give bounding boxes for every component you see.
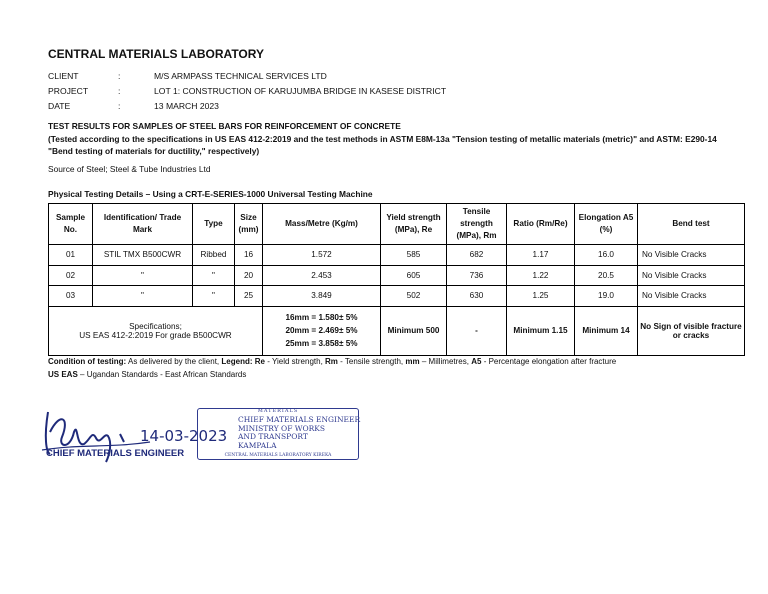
cell-ratio: 1.25 xyxy=(507,286,575,307)
condition-note xyxy=(48,357,616,366)
spec-label-line2: US EAS 412-2:2019 For grade B500CWR xyxy=(79,330,232,340)
cell-sample-no: 03 xyxy=(49,286,93,307)
table-row xyxy=(49,265,745,286)
legend-rm-text: - Tensile strength, xyxy=(340,357,404,366)
spec-mass-25: 25mm = 3.858± 5% xyxy=(285,339,358,348)
table-header-row xyxy=(49,204,745,245)
report-heading-line1: TEST RESULTS FOR SAMPLES OF STEEL BARS FOR REINFORCEMENT OF CONCRETE xyxy=(48,121,401,131)
cell-tensile: 630 xyxy=(447,286,507,307)
spec-yield: Minimum 500 xyxy=(381,306,447,355)
spec-tensile: - xyxy=(447,306,507,355)
spec-mass-16: 16mm = 1.580± 5% xyxy=(285,313,358,322)
cell-tensile: 736 xyxy=(447,265,507,286)
project-value: LOT 1: CONSTRUCTION OF KARUJUMBA BRIDGE IN KASESE DISTRICT xyxy=(154,86,447,96)
cell-identification: " xyxy=(93,286,193,307)
cell-yield: 585 xyxy=(381,245,447,266)
cell-bend: No Visible Cracks xyxy=(638,245,745,266)
header-sample-no: Sample No. xyxy=(49,204,93,245)
signature-role: CHIEF MATERIALS ENGINEER xyxy=(46,448,185,459)
date-separator: : xyxy=(118,101,121,111)
header-type: Type xyxy=(193,204,235,245)
cell-identification: " xyxy=(93,265,193,286)
client-value: M/S ARMPASS TECHNICAL SERVICES LTD xyxy=(154,71,327,81)
steel-source: Source of Steel; Steel & Tube Industries Ltd xyxy=(48,164,211,174)
report-heading-line2: (Tested according to the specifications in US EAS 412-2:2019 and the test methods in ASTM E8M-13a "Tension testing of metallic materials (metric)" and ASTM: E290-14 "Bend testing of materials for ductility," respectively) xyxy=(48,133,717,156)
stamp-line4: KAMPALA xyxy=(238,440,277,450)
legend-label: Legend: xyxy=(221,357,253,366)
report-heading xyxy=(48,120,728,158)
table-row xyxy=(49,245,745,266)
condition-value: As delivered by the client, xyxy=(127,357,220,366)
us-eas-text: – Ugandan Standards - East African Standards xyxy=(80,370,247,379)
cell-type: " xyxy=(193,286,235,307)
legend-re: Re xyxy=(254,357,265,366)
official-stamp xyxy=(197,408,359,460)
spec-elongation: Minimum 14 xyxy=(575,306,638,355)
cell-bend: No Visible Cracks xyxy=(638,265,745,286)
results-table xyxy=(48,203,745,356)
cell-ratio: 1.22 xyxy=(507,265,575,286)
cell-yield: 502 xyxy=(381,286,447,307)
cell-type: Ribbed xyxy=(193,245,235,266)
us-eas-note xyxy=(48,370,246,379)
cell-elongation: 20.5 xyxy=(575,265,638,286)
spec-ratio: Minimum 1.15 xyxy=(507,306,575,355)
cell-type: " xyxy=(193,265,235,286)
header-size: Size (mm) xyxy=(235,204,263,245)
stamp-line1: CHIEF MATERIALS ENGINEER xyxy=(238,415,361,424)
spec-label-line1: Specifications; xyxy=(129,321,182,331)
stamp-line2: MINISTRY OF WORKS xyxy=(238,423,326,433)
legend-rm: Rm xyxy=(325,357,338,366)
header-yield: Yield strength (MPa), Re xyxy=(381,204,447,245)
spec-mass-20: 20mm = 2.469± 5% xyxy=(285,326,358,335)
table-caption: Physical Testing Details – Using a CRT-E-SERIES-1000 Universal Testing Machine xyxy=(48,189,373,199)
project-separator: : xyxy=(118,86,121,96)
header-elongation: Elongation A5 (%) xyxy=(575,204,638,245)
project-label: PROJECT xyxy=(48,86,89,96)
cell-sample-no: 01 xyxy=(49,245,93,266)
header-bend: Bend test xyxy=(638,204,745,245)
stamp-top: MATERIALS xyxy=(257,408,299,414)
spec-mass xyxy=(263,306,381,355)
us-eas-label: US EAS xyxy=(48,370,78,379)
header-tensile: Tensile strength (MPa), Rm xyxy=(447,204,507,245)
date-label: DATE xyxy=(48,101,71,111)
spec-bend: No Sign of visible fracture or cracks xyxy=(638,306,745,355)
client-separator: : xyxy=(118,71,121,81)
cell-sample-no: 02 xyxy=(49,265,93,286)
cell-mass: 3.849 xyxy=(263,286,381,307)
cell-tensile: 682 xyxy=(447,245,507,266)
cell-mass: 1.572 xyxy=(263,245,381,266)
stamp-line3: AND TRANSPORT xyxy=(238,432,308,441)
date-value: 13 MARCH 2023 xyxy=(154,101,219,111)
spec-row xyxy=(49,306,745,355)
cell-identification: STIL TMX B500CWR xyxy=(93,245,193,266)
signature-date: 14-03-2023 xyxy=(140,427,228,445)
cell-elongation: 19.0 xyxy=(575,286,638,307)
cell-size: 20 xyxy=(235,265,263,286)
legend-a5: A5 xyxy=(471,357,482,366)
cell-size: 16 xyxy=(235,245,263,266)
cell-yield: 605 xyxy=(381,265,447,286)
legend-mm-text: – Millimetres, xyxy=(421,357,469,366)
legend-mm: mm xyxy=(405,357,420,366)
table-row xyxy=(49,286,745,307)
header-ratio: Ratio (Rm/Re) xyxy=(507,204,575,245)
legend-re-text: - Yield strength, xyxy=(267,357,323,366)
cell-size: 25 xyxy=(235,286,263,307)
cell-elongation: 16.0 xyxy=(575,245,638,266)
lab-title: CENTRAL MATERIALS LABORATORY xyxy=(48,47,264,61)
cell-bend: No Visible Cracks xyxy=(638,286,745,307)
cell-ratio: 1.17 xyxy=(507,245,575,266)
condition-label: Condition of testing: xyxy=(48,357,127,366)
cell-mass: 2.453 xyxy=(263,265,381,286)
client-label: CLIENT xyxy=(48,71,79,81)
spec-label xyxy=(49,306,263,355)
stamp-bottom: CENTRAL MATERIALS LABORATORY KIREKA xyxy=(224,453,332,458)
header-identification: Identification/ Trade Mark xyxy=(93,204,193,245)
legend-a5-text: - Percentage elongation after fracture xyxy=(483,357,617,366)
header-mass: Mass/Metre (Kg/m) xyxy=(263,204,381,245)
